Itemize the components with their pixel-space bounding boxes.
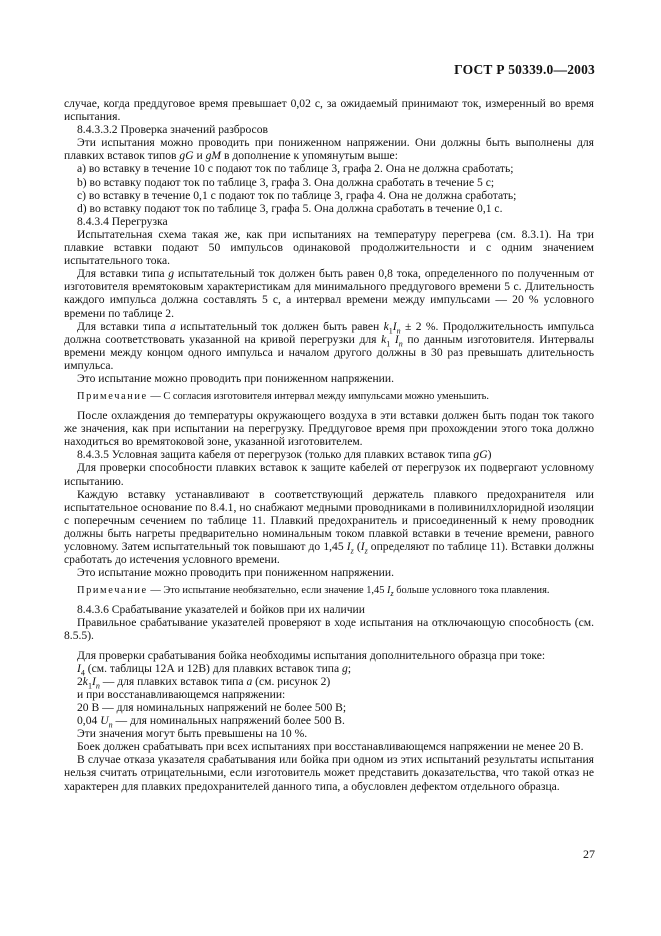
page-number: 27 [583,847,595,861]
list-line: и при восстанавливающемся напряжении: [77,687,286,701]
paragraph: Эти испытания можно проводить при пониженном напряжении. Они должны быть выполнены для плавких вставок типов gG и gM в дополнение к упомянутым выше: [64,136,594,163]
list-line: 0,04 $U_n$ — для номинальных напряжений более 500 В. [77,714,345,730]
paragraph: Для проверки способности плавких вставок к защите кабелей от перегрузок их подвергают условному испытанию. [64,461,594,488]
list-item: b) во вставку подают ток по таблице 3, графа 3. Она должна сработать в течение 5 с; [77,175,495,189]
list-line: $I_4$ (см. таблицы 12А и 12В) для плавких вставок типа g; [77,661,352,677]
document-body [64,97,594,793]
list-line: $2k_1I_n$ — для плавких вставок типа a (см. рисунок 2) [77,674,331,691]
note: Примечание — С согласия изготовителя интервал между импульсами можно уменьшить. [77,391,489,403]
standard-header: ГОСТ Р 50339.0—2003 [454,62,595,77]
section-heading: 8.4.3.4 Перегрузка [77,214,168,228]
note: Примечание — Это испытание необязательно, если значение 1,45 $I_z$ больше условного тока плавления. [77,585,550,599]
list-line: Эти значения могут быть превышены на 10 %. [77,727,308,741]
paragraph: Для проверки срабатывания бойка необходимы испытания дополнительного образца при токе: [77,648,546,662]
paragraph: Боек должен срабатывать при всех испытаниях при восстанавливающемся напряжении не менее 20 В. [77,740,584,754]
list-item: a) во вставку в течение 10 с подают ток по таблице 3, графа 2. Она не должна сработать; [77,162,514,176]
paragraph: Это испытание можно проводить при пониженном напряжении. [77,566,394,580]
paragraph: Каждую вставку устанавливают в соответствующий держатель плавкого предохранителя или испытательное основание по 8.4.1, но снабжают медными проводниками в поливинилхлоридной изоляции с поперечным сечением по таблице 11. Плавкий предохранитель и присоединенный к нему проводник должны быть нагреты предварительно номинальным током плавкой вставки в течение времени, равного условному. Затем испытательный ток повышают до 1,45 $I_z$ ($I_z$ определяют по таблице 11). Вставки должны сработать до истечения условного времени. [64,487,594,567]
list-line: 20 В — для номинальных напряжений не более 500 В; [77,700,347,714]
list-item: c) во вставку в течение 0,1 с подают ток по таблице 3, графа 4. Она не должна сработать; [77,188,517,202]
paragraph: Правильное срабатывание указателей проверяют в ходе испытания на отключающую способность (см. 8.5.5). [64,616,594,643]
list-item: d) во вставку подают ток по таблице 3, графа 5. Она должна сработать в течение 0,1 с. [77,201,503,215]
paragraph: Для вставки типа a испытательный ток должен быть равен $k_1I_n \pm 2$ %. Продолжительность импульса должна соответствовать указанной на кривой перегрузки для $k_1$ $I_n$ по данным изготовителя. Интервалы времени между концом одного импульса и началом другого должны в 30 раз превышать длительность импульса. [64,319,595,372]
paragraph: Для вставки типа g испытательный ток должен быть равен 0,8 тока, определенного по полученным от изготовителя времятоковым характеристикам для минимального преддугового времени 5 с. Длительность каждого импульса должна составлять 5 с, а интервал времени между импульсами — 20 % условного времени по таблице 2. [64,267,595,320]
paragraph: случае, когда преддуговое время превышает 0,02 с, за ожидаемый принимают ток, измеренный во время испытания. [64,97,594,124]
section-heading: 8.4.3.3.2 Проверка значений разбросов [77,123,268,137]
paragraph: После охлаждения до температуры окружающего воздуха в эти вставки должен быть подан ток такого же значения, как при испытании на перегрузку. Преддуговое время при прохождении этого тока должно находиться во времятоковой зоне, указанной изготовителем. [64,409,594,449]
paragraph: Испытательная схема такая же, как при испытаниях на температуру перегрева (см. 8.3.1). На три плавкие вставки подают 50 импульсов одинаковой продолжительности и с одним значением испытательного тока. [64,227,594,268]
paragraph: Это испытание можно проводить при пониженном напряжении. [77,371,394,385]
paragraph: В случае отказа указателя срабатывания или бойка при одном из этих испытаний результаты испытания нельзя считать отрицательными, если изготовитель может представить доказательства, что такой отказ не характерен для плавких предохранителей данного типа, а обусловлен дефектом отдельного образца. [64,753,594,793]
section-heading: 8.4.3.5 Условная защита кабеля от перегрузок (только для плавких вставок типа gG) [77,448,492,462]
section-heading: 8.4.3.6 Срабатывание указателей и бойков при их наличии [77,603,365,617]
